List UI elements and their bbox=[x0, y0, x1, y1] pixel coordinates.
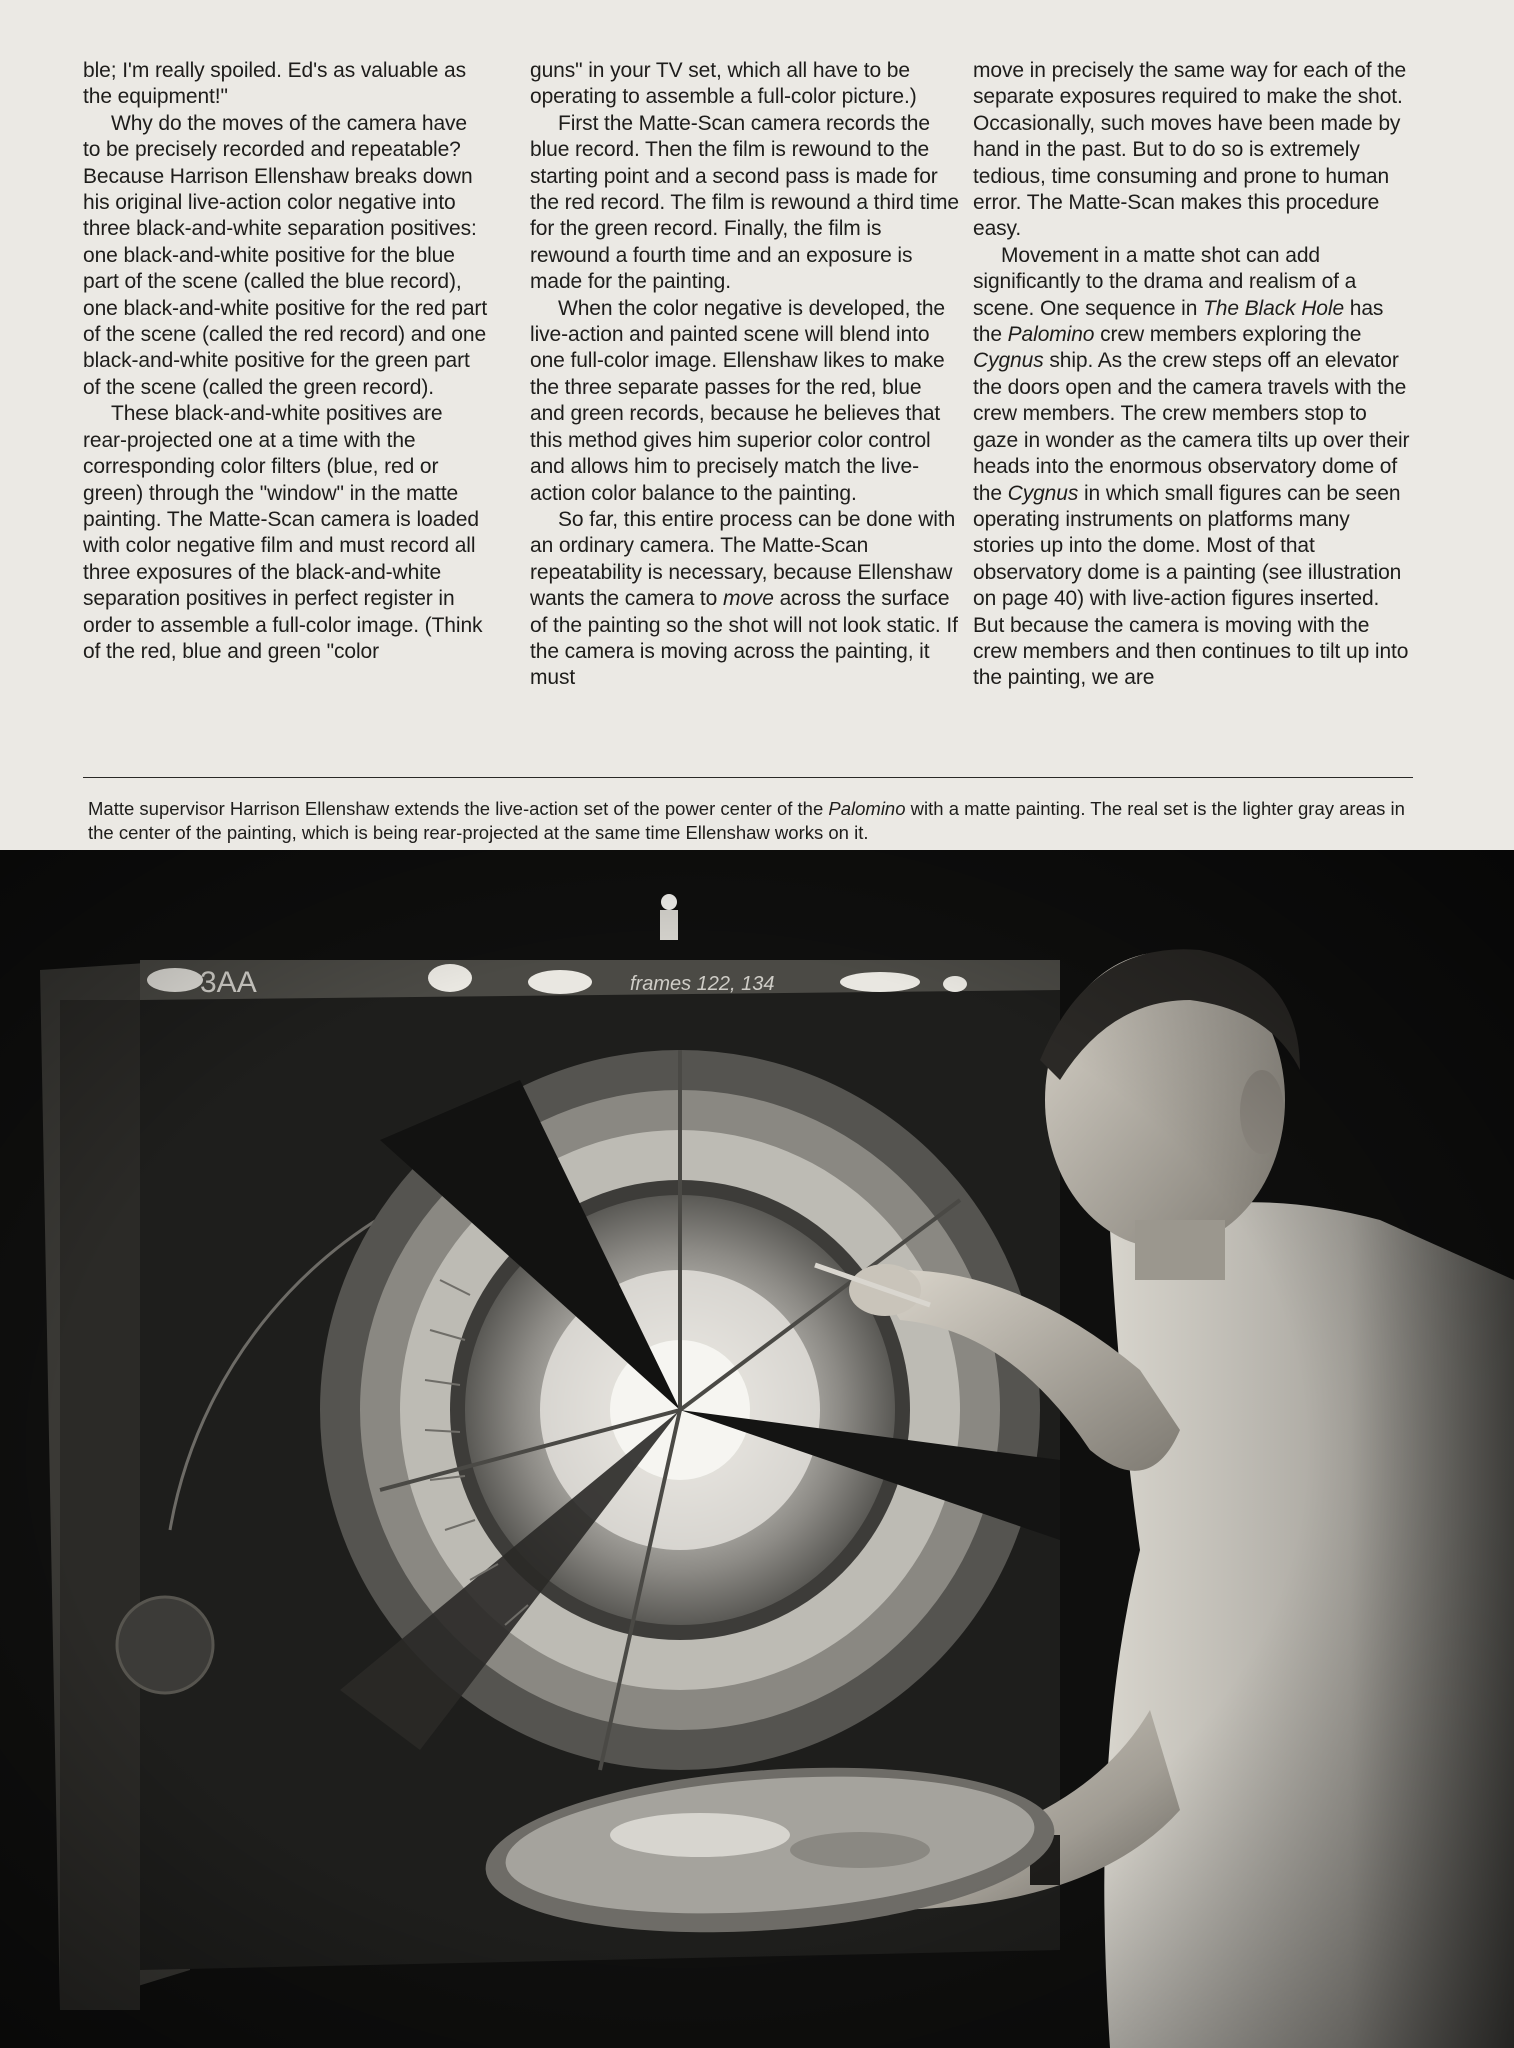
article-columns bbox=[0, 0, 1514, 760]
text-run: crew members exploring the bbox=[1094, 323, 1362, 347]
article-column-3 bbox=[973, 58, 1411, 692]
caption-rule bbox=[83, 777, 1413, 778]
photo-illustration bbox=[0, 850, 1514, 2048]
text-run: in which small figures can be seen operating instruments on platforms many stories up into the dome. Most of that observatory dome is a painting (see illustration on page 40) with live-action figures inserted. But because the camera is moving with the crew members and then continues to tilt up into the painting, we are bbox=[973, 481, 1409, 690]
paragraph bbox=[530, 507, 960, 692]
photo-caption bbox=[88, 797, 1418, 844]
italic-run: Cygnus bbox=[1007, 481, 1079, 505]
text-run: Movement in a matte shot can add significantly to the drama and realism of a scene. One sequence in bbox=[973, 243, 1357, 320]
paragraph: ble; I'm really spoiled. Ed's as valuable as the equipment!" bbox=[83, 59, 466, 109]
paragraph: Why do the moves of the camera have to be precisely recorded and repeatable? Because Harrison Ellenshaw breaks down his original live-action color negative into three black-and-white separation positives: one black-and-white positive for the blue part of the scene (called the blue record), one black-and-white positive for the red part of the scene (called the red record) and one black-and-white positive for the green part of the scene (called the green record). bbox=[83, 111, 488, 399]
paragraph: move in precisely the same way for each of the separate exposures required to make the shot. Occasionally, such moves have been made by hand in the past. But to do so is extremely tedious, time consuming and prone to human error. The Matte-Scan makes this procedure easy. bbox=[973, 59, 1407, 241]
italic-run: Palomino bbox=[1007, 323, 1095, 347]
caption-text: Matte supervisor Harrison Ellenshaw extends the live-action set of the power center of the bbox=[88, 798, 829, 819]
text-run: ship. As the crew steps off an elevator the doors open and the camera travels with the crew members. The crew members stop to gaze in wonder as the camera tilts up over their heads into the enormous observatory dome of the bbox=[973, 349, 1410, 505]
caption-italic: Palomino bbox=[828, 798, 906, 819]
text-run: So far, this entire process can be done with an ordinary camera. The Matte-Scan repeatability is necessary, because Ellenshaw wants the camera to bbox=[530, 507, 956, 611]
photograph bbox=[0, 850, 1514, 2048]
text-run: has the bbox=[973, 296, 1384, 347]
italic-run: move bbox=[722, 587, 774, 611]
article-column-2 bbox=[530, 58, 960, 692]
italic-run: Cygnus bbox=[973, 349, 1044, 373]
caption-text: with a matte painting. The real set is the lighter gray areas in the center of the painting, which is being rear-projected at the same time Ellenshaw works on it. bbox=[88, 798, 1405, 843]
paragraph bbox=[973, 243, 1411, 692]
italic-run: The Black Hole bbox=[1203, 296, 1345, 320]
text-run: across the surface of the painting so the shot will not look static. If the camera is moving across the painting, it must bbox=[530, 587, 958, 690]
article-column-1 bbox=[83, 58, 488, 665]
paragraph: First the Matte-Scan camera records the blue record. Then the film is rewound to the starting point and a second pass is made for the red record. The film is rewound a third time for the green record. Finally, the film is rewound a fourth time and an exposure is made for the painting. bbox=[530, 111, 960, 294]
paragraph: When the color negative is developed, the live-action and painted scene will blend into one full-color image. Ellenshaw likes to make the three separate passes for the red, blue and green records, because he believes that this method gives him superior color control and allows him to precisely match the live-action color balance to the painting. bbox=[530, 296, 945, 505]
paragraph: These black-and-white positives are rear-projected one at a time with the corresponding color filters (blue, red or green) through the "window" in the matte painting. The Matte-Scan camera is loaded with color negative film and must record all three exposures of the black-and-white separation positives in perfect register in order to assemble a full-color image. (Think of the red, blue and green "color bbox=[83, 402, 483, 663]
photo-vignette bbox=[0, 850, 1514, 2048]
paragraph: guns" in your TV set, which all have to be operating to assemble a full-color picture.) bbox=[530, 59, 917, 109]
